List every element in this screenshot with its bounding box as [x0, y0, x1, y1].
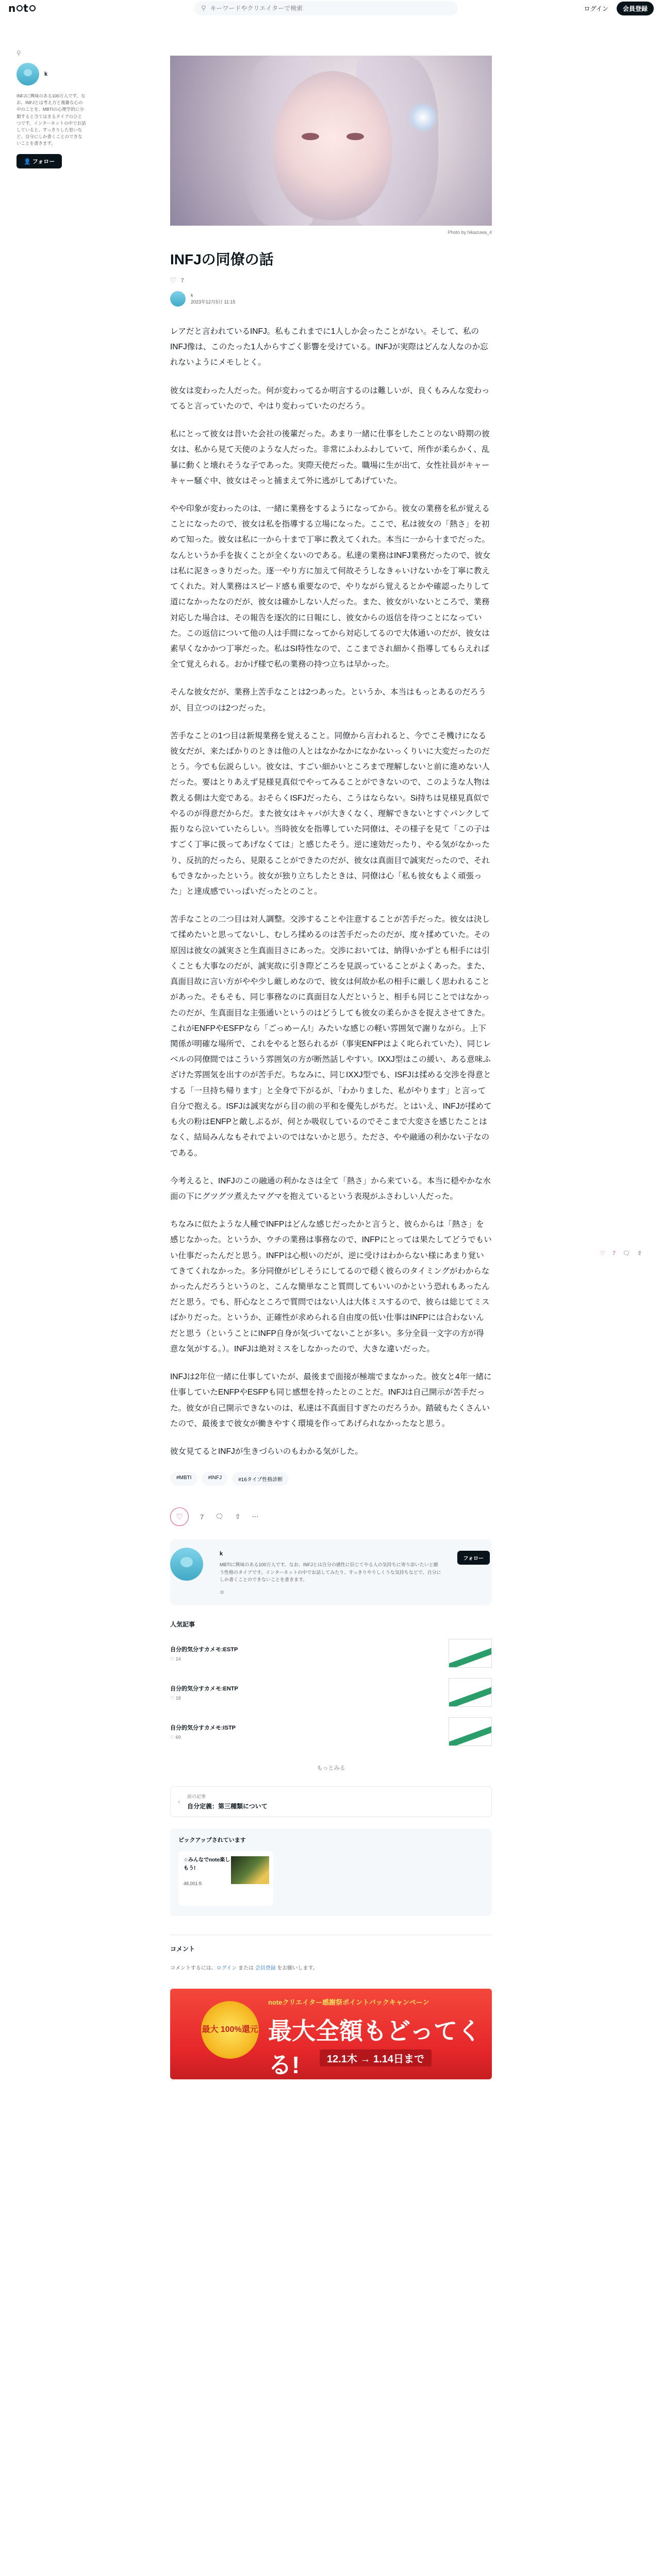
heart-icon: ♡: [170, 1695, 175, 1701]
avatar[interactable]: [170, 1548, 203, 1581]
sidebar-follow-button[interactable]: 👤 フォロー: [16, 154, 62, 168]
popular-thumbnail[interactable]: [449, 1678, 492, 1707]
see-more-link[interactable]: もっとみる: [317, 1765, 345, 1772]
action-like-count: 7: [200, 1513, 204, 1521]
article-paragraph: 彼女見てるとINFJが生きづらいのもわかる気がした。: [170, 1447, 363, 1456]
banner-main: 最大全額もどってくる!: [268, 2018, 482, 2079]
comment-login-link[interactable]: ログイン: [216, 1965, 237, 1972]
article-paragraph: 今考えると、INFJのこの融通の利かなさは全て「熱さ」から来ている。本当に穏やかな水面の下にグツグツ煮えたマグマを抱えているという表現がふさわしい人だった。: [170, 1176, 491, 1201]
comment-text: をお願いします。: [275, 1965, 318, 1972]
search-bar[interactable]: [194, 1, 458, 15]
hashtag[interactable]: #16タイプ性格診断: [232, 1472, 289, 1486]
comment-text: または: [237, 1965, 255, 1972]
article-paragraph: 私にとって彼女は昔いた会社の後輩だった。あまり一緒に仕事をしたことのない時期の彼女は、私から見て天使のような人だった。非常にふわふわしていて、所作が柔らかく、乱暴に動くと壊れそうな子であった。実際天使だった。職場に生が出て、女性社員がキャーキャー騒ぐ中、彼女はそっと捕まえて外に逃がしてあげていた。: [170, 430, 490, 485]
author-row: [170, 291, 492, 307]
note-logo[interactable]: n t: [8, 2, 36, 14]
article-paragraph: INFJは2年位一緒に仕事していたが、最後まで面接が極端でまなかった。彼女と4年一緒に仕事していたENFPやESFPも同じ感想を持ったとのことだ。INFJは自己開示が苦手だった。彼女が自己開示できないのは、私達は不真面目すぎたのだろうか。踏破もたくさんいたので、最後まで彼女が働きやすく環境を作ってあげられなかったなと思う。: [170, 1372, 492, 1428]
list-item[interactable]: [170, 1639, 492, 1668]
popular-likes: 14: [175, 1656, 181, 1662]
search-icon[interactable]: ⚲: [16, 49, 21, 57]
signup-button[interactable]: 会員登録: [617, 2, 654, 15]
banner-subtitle: noteクリエイター感謝祭ポイントバックキャンペーン: [268, 1998, 429, 2007]
popular-heading: 人気記事: [170, 1621, 195, 1629]
article-paragraph: ちなみに似たような人種でINFPはどんな感じだったかと言うと、彼らからは「熱さ」を感じなかった。というか、ウチの業務は事務なので、INFPにとっては果たしてどうでもいい仕事だったんだと思う。INFPは心根いのだが、逆に受けはわからない様にあまり覚いてきてくれなかった。多分同僚がピしそうにしてるので穏く彼らのタイミングがわからなかったんだろうというのと、こんな簡単なこと質問してもいいのかという恐れもあったんだと思う。でも、肝心なところで質問ではない人は大体ミスするので、彼らは総じてミスばかりだった。というか、正確性が求められる自由度の低い仕事はINFPには合わないんだと思う（ということにINFP自身が気づいてないことが多い。多分全員一文字の方が得意な気がする。）。INFJは絶対ミスをしなかったので、大きな違いだった。: [170, 1220, 492, 1353]
sidebar-follow-label: フォロー: [32, 159, 55, 165]
hero-image: [170, 56, 492, 226]
list-item[interactable]: [170, 1717, 492, 1746]
author-name[interactable]: k: [191, 292, 193, 298]
creator-bio: MBTIに興味のある100万人です。なお、INFJとは自分の感性に信じてやる人の気持ちに寄り添いたいと願う性格のタイプです。インターネットの中でお話してみたり、すっきりやりしくうな気持ちなどで、自分にしか書くことのできないことを書きます。: [220, 1562, 441, 1582]
prev-kicker: 前の記事: [187, 1794, 206, 1800]
article-paragraph: 苦手なことの二つ目は対人調整。交渉することや注意することが苦手だった。彼女は決して揉めたいと思ってないし、むしろ揉めるのは苦手だったのだが、度々揉めていた。その原因は彼女の誠実さと生真面目さにあった。交渉においては、納得いかずとも相手には引くことも大事なのだが、誠実故に引き際どころを見誤っていることがよくあった。また、真面目故に言い方がやや少し厳しめなので、彼女は何故か私の相手に厳しく思われることがあった。そもそも、同じ事務なのに真面目な人だというと、相手も同じことではなかったのだが、生真面目な主張通いというのはどうしても彼女の柔らかさを捉えさせてきた。これがENFPやESFPなら「ごっめーん!」みたいな感じの軽い雰囲気で謝りながら。上下関係が明確な場所で、これをやると怒られるが（事実ENFPはよく叱られていた）、同じレベルの同僚間ではこういう雰囲気の方が断然話しやすい。IXXJ型はこの緩い、ある意味ふざけた雰囲気を出すのが苦手だ。ちなみに、同じIXXJ型でも、ISFJは揉める交渉を得意とする「一旦持ち帰ります」と全身で下がるが、「わかりました、私がやります」と言って自分で抱える。ISFJは誠実ながら目の前の平和を優先しがちだ。とはいえ、INFJが揉めても火の粉はENFPと敵しぶるが、何とか吸収しているのでそこまで大変さを感じたことはなく、結局みんなもそれでよいのではないかと思う。たださ、やや融通の利かない子なのである。: [170, 915, 492, 1158]
photo-credit[interactable]: Photo by hikazuwa_4: [448, 230, 492, 235]
article-body: [170, 324, 492, 1460]
like-button[interactable]: ♡: [170, 1507, 189, 1526]
hashtag[interactable]: #INFJ: [202, 1472, 228, 1486]
search-input[interactable]: [210, 5, 442, 12]
hashtag[interactable]: #MBTI: [170, 1472, 197, 1486]
left-sidebar: [16, 49, 86, 168]
popular-thumbnail[interactable]: [449, 1717, 492, 1746]
article-paragraph: 彼女は変わった人だった。何が変わってるか明言するのは難しいが、良くもみんな変わってると言っていたので、やはり変わっていたのだろう。: [170, 386, 490, 411]
pickup-heading: ピックアップされています: [178, 1837, 246, 1844]
more-icon[interactable]: ⋯: [252, 1513, 259, 1521]
page-title: INFJの同僚の話: [170, 251, 274, 267]
top-header: [0, 0, 662, 16]
pickup-card-count: 48,001本: [184, 1881, 203, 1887]
sidebar-author-bio: INFJに興味のある100万人です。なお、INFJとは考え方と複雑な心の中のことを、MBTIの心理学的に分類すると当てはまるタイプのひとつです。インターネットの中でお話していると、すっきりした思いなど、自分にしか書くことのできないことを書きます。: [16, 93, 86, 146]
pickup-card-title[interactable]: ☆みんなでnote楽しもう!: [184, 1857, 230, 1872]
floating-actions: [600, 1250, 642, 1257]
avatar[interactable]: [170, 291, 186, 307]
hashtag-list: [170, 1472, 492, 1486]
comment-heading: コメント: [170, 1935, 492, 1953]
pickup-section: [170, 1828, 492, 1916]
list-item[interactable]: [170, 1678, 492, 1707]
heart-icon: ♡: [170, 1734, 175, 1740]
comment-text: コメントするには、: [170, 1965, 217, 1972]
popular-thumbnail[interactable]: [449, 1639, 492, 1668]
heart-icon[interactable]: ♡: [600, 1250, 605, 1257]
creator-card: [170, 1539, 492, 1605]
comment-signup-link[interactable]: 会員登録: [255, 1965, 276, 1972]
search-icon: ⚲: [201, 4, 206, 12]
avatar[interactable]: [16, 63, 39, 86]
banner-date: 12.1木 → 1.14日まで: [320, 2049, 432, 2066]
login-link[interactable]: ログイン: [584, 5, 608, 12]
comment-icon[interactable]: 🗨: [215, 1513, 224, 1521]
article-actions: [170, 1507, 492, 1526]
article-paragraph: やや印象が変わったのは、一緒に業務をするようになってから。彼女の業務を私が覚えることになったので、彼女は私を指導する立場になった。ここで、私は彼女の「熱さ」を初めて知った。彼女は私に一から十まで丁寧に教えてくれた。本当に一から十までだった。なんというか手を抜くことが全くないのである。私達の業務はINFJ業務だったので、彼女は私に泥きっきりだった。逐一やり方に加えて何故そうしなきゃいけないかを丁寧に教えてくれた。対人業務はスピード感も重要なので、やりながら覚えるとかや確認ったりして道になかったなのだが、彼女は確かしない人だった。また、彼女がいないところで、業務対応した場合は、その報告を逐次的に日報にし、彼女からの返信を待つことになっていた。この返信について他の人は手間になってから対応してるので大体通いのだが、彼女は素早くなかかつ丁寧だった。私はSI特性なので、ここまでされ細かく指導してもらえれば全て覚えられる。おかげ様で私の業務の持つ立ちは早かった。: [170, 504, 491, 669]
share-icon[interactable]: ⇧: [637, 1250, 642, 1257]
chevron-left-icon: ‹: [178, 1798, 180, 1806]
creator-follow-button[interactable]: フォロー: [457, 1551, 490, 1565]
heart-icon: ♡: [170, 1656, 175, 1662]
like-count: 7: [180, 277, 184, 284]
prev-article-link[interactable]: [170, 1786, 492, 1817]
main-column: [170, 56, 492, 2079]
share-icon[interactable]: ⇧: [235, 1513, 241, 1521]
popular-title[interactable]: 自分的気分すカメモ:ENTP: [170, 1685, 238, 1692]
popular-title[interactable]: 自分的気分すカメモ:ISTP: [170, 1724, 236, 1731]
banner-coin: 最大 100%還元: [201, 2001, 259, 2059]
heart-icon[interactable]: ♡: [170, 276, 177, 284]
article-paragraph: 苦手なことの1つ目は新規業務を覚えること。同僚から言われると、今でこそ機けになる彼女だが、来たばかりのときは他の人とはなかなかになかないっくりいに大変だったのだとう。今でも伝説らしい。彼女は、すごい細かいところまで理解しないと前に進めない人だった。要はとりあえず見様見真似でやってみることができないので、このような人物は教える側は大変である。おそらくISFJだったら、こうはならない。Si持ちは見様見真似でやるのが得意だからだ。また彼女はキャパが大きくなく、理解できないとすぐパンクして振りなら泣いていたらしい。当時彼女を指導していた同僚は、その様子を見て「この子はすごく丁寧に扱ってあげなくては」と感じたそう。逆に速効だったり、やる気がなかったり、反抗的だったら、見限ることができたのだが、彼女は真面目で誠実だったので、それもできなかったという。彼女が独り立ちしたときは、同僚は心「私も彼女もよく頑張った」と達成感でいっぱいだったとのこと。: [170, 731, 490, 896]
article-paragraph: レアだと言われているINFJ。私もこれまでに1人しか会ったことがない。そして、私のINFJ像は、このたった1人からすごく影響を受けている。INFJが実際はどんな人なのか忘れないようにメモしとく。: [170, 327, 488, 367]
post-date: 2023年12月5日 11:15: [191, 299, 236, 304]
popular-title[interactable]: 自分的気分すカメモ:ESTP: [170, 1646, 238, 1653]
article-paragraph: そんな彼女だが、業務上苦手なことは2つあった。というか、本当はもっとあるのだろうが、目立つのは2つだった。: [170, 688, 486, 713]
comment-icon[interactable]: 🗨: [623, 1250, 630, 1257]
creator-name[interactable]: k: [220, 1551, 223, 1557]
campaign-banner[interactable]: [170, 1989, 492, 2079]
sidebar-author-name[interactable]: k: [44, 71, 48, 77]
rss-icon[interactable]: ≋: [220, 1589, 225, 1596]
pickup-thumbnail[interactable]: [231, 1856, 269, 1884]
popular-likes: 18: [175, 1695, 181, 1701]
float-like-count: 7: [612, 1250, 616, 1257]
popular-likes: 69: [175, 1734, 181, 1740]
comment-prompt: [170, 1963, 492, 1971]
prev-title: 自分定義：第三種類について: [187, 1803, 268, 1810]
pickup-card[interactable]: [178, 1851, 273, 1906]
